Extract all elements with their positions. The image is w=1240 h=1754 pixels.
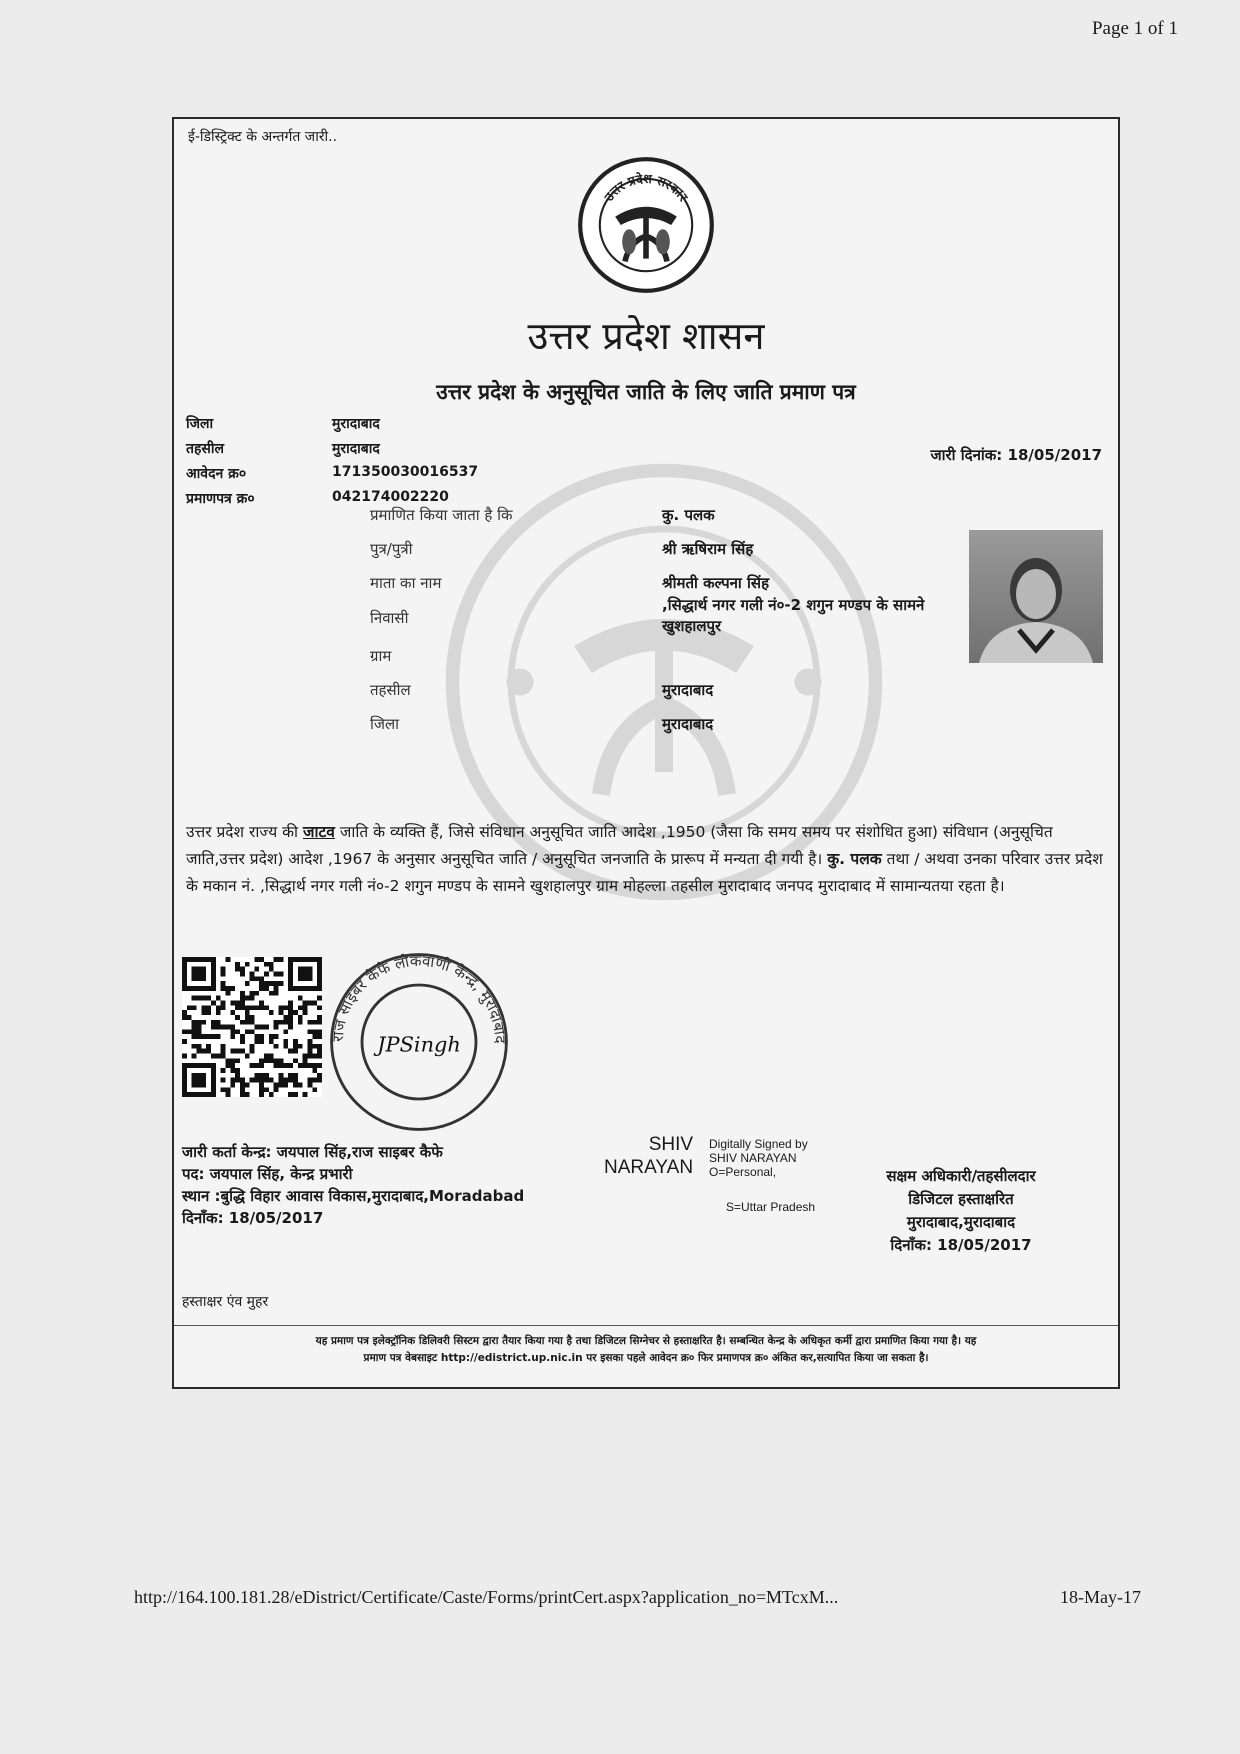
digital-signer-name: SHIV NARAYAN (604, 1134, 694, 1178)
tehsil-value: मुरादाबाद (332, 441, 380, 457)
resident-label: निवासी (370, 609, 409, 627)
authority-date: दिनाँक: 18/05/2017 (890, 1236, 1032, 1254)
digital-signature-details: Digitally Signed by SHIV NARAYAN O=Personal, (709, 1137, 808, 1179)
certificate-title: उत्तर प्रदेश के अनुसूचित जाति के लिए जाति प्रमाण पत्र (436, 380, 856, 404)
digital-signature-state: S=Uttar Pradesh (726, 1200, 816, 1214)
svg-text:उत्तर प्रदेश सरकार: उत्तर प्रदेश सरकार (601, 170, 692, 205)
tehsil-label: तहसील (186, 441, 224, 457)
application-number: 171350030016537 (332, 464, 479, 480)
issue-date-value: 18/05/2017 (1007, 446, 1102, 464)
authority-title: सक्षम अधिकारी/तहसीलदार (886, 1167, 1036, 1185)
field-tehsil-value: मुरादाबाद (662, 681, 714, 699)
government-title: उत्तर प्रदेश शासन (527, 314, 765, 358)
issuer-place: स्थान :बुद्धि विहार आवास विकास,मुरादाबाद,Moradabad (182, 1187, 525, 1205)
footer-divider (174, 1325, 1118, 1326)
certificate-number-label: प्रमाणपत्र क्र० (186, 491, 255, 507)
applicant-photo (969, 530, 1103, 663)
svg-text:राज साइबर कैफे लोकवाणी केन्द्: राज साइबर कैफे लोकवाणी केन्द्र, मुरादाबाद (328, 951, 510, 1044)
field-district-label: जिला (370, 715, 400, 733)
application-label: आवेदन क्र० (186, 466, 247, 482)
issuer-date: दिनाँक: 18/05/2017 (182, 1209, 324, 1227)
parent-name: श्री ऋषिराम सिंह (662, 540, 754, 558)
signature-seal-label: हस्ताक्षर एंव मुहर (182, 1294, 269, 1310)
page-header: Page 1 of 1 (1091, 18, 1178, 39)
issued-under-text: ई-डिस्ट्रिक्ट के अन्तर्गत जारी.. (188, 129, 338, 145)
certificate-body: उत्तर प्रदेश राज्य की जाटव जाति के व्यक्ति हैं, जिसे संविधान अनुसूचित जाति आदेश ,1950 (जैसा कि समय समय पर संशोधित हुआ) संविधान (अनुसूचित जाति,उत्तर प्रदेश) आदेश ,1967 के अनुसार अनुसूचित जाति / अनुसूचित जनजाति के प्रारूप में मन्यता दी गयी है। कु. पलक तथा / अथवा उनका परिवार उत्तर प्रदेश के मकान नं. ,सिद्धार्थ नगर गली नं०-2 शगुन मण्डप के सामने खुशहालपुर ग्राम मोहल्ला तहसील मुरादाबाद जनपद मुरादाबाद में सामान्यतया रहता है। (186, 823, 1103, 895)
certificate-number: 042174002220 (332, 489, 449, 505)
mother-name: श्रीमती कल्पना सिंह (662, 574, 770, 592)
up-government-emblem (576, 155, 716, 295)
issue-date (930, 445, 1102, 465)
certificate-frame (172, 117, 1120, 1389)
district-label: जिला (186, 416, 214, 432)
qr-code (182, 957, 322, 1097)
footer-note: यह प्रमाण पत्र इलेक्ट्रॉनिक डिलिवरी सिस्टम द्वारा तैयार किया गया है तथा डिजिटल सिग्नेचर से हस्ताक्षरित है। सम्बन्धित केन्द्र के अधिकृत कर्मी द्वारा प्रमाणित किया गया है। यह प्रमाण पत्र वेबसाइट http://edistrict.up.nic.in पर इसका पहले आवेदन क्र० फिर प्रमाणपत्र क्र० अंकित कर,सत्यापित किया जा सकता है। (315, 1335, 977, 1364)
mother-label: माता का नाम (370, 574, 442, 592)
certified-name: कु. पलक (662, 506, 715, 524)
authority-signed: डिजिटल हस्ताक्षरित (908, 1190, 1014, 1208)
village-label: ग्राम (370, 647, 392, 665)
parent-label: पुत्र/पुत्री (370, 540, 413, 558)
issue-date-label: जारी दिनांक: (930, 446, 1003, 464)
print-date: 18-May-17 (1060, 1587, 1141, 1607)
issuer-post: पद: जयपाल सिंह, केन्द्र प्रभारी (182, 1165, 353, 1183)
print-url: http://164.100.181.28/eDistrict/Certificate/Caste/Forms/printCert.aspx?application_no=MTcxM... (134, 1587, 839, 1607)
authority-location: मुरादाबाद,मुरादाबाद (906, 1213, 1016, 1231)
caste-name: जाटव (302, 823, 335, 841)
field-district-value: मुरादाबाद (662, 715, 714, 733)
resident-address: ,सिद्धार्थ नगर गली नं०-2 शगुन मण्डप के सामने खुशहालपुर (662, 596, 925, 635)
stamp-signature: JPSingh (377, 1032, 461, 1057)
certified-label: प्रमाणित किया जाता है कि (370, 506, 513, 524)
district-value: मुरादाबाद (332, 416, 380, 432)
field-tehsil-label: तहसील (370, 681, 411, 699)
center-stamp (324, 947, 514, 1137)
issuing-center: जारी कर्ता केन्द्र: जयपाल सिंह,राज साइबर कैफे (182, 1143, 443, 1161)
applicant-name: कु. पलक (827, 850, 882, 868)
